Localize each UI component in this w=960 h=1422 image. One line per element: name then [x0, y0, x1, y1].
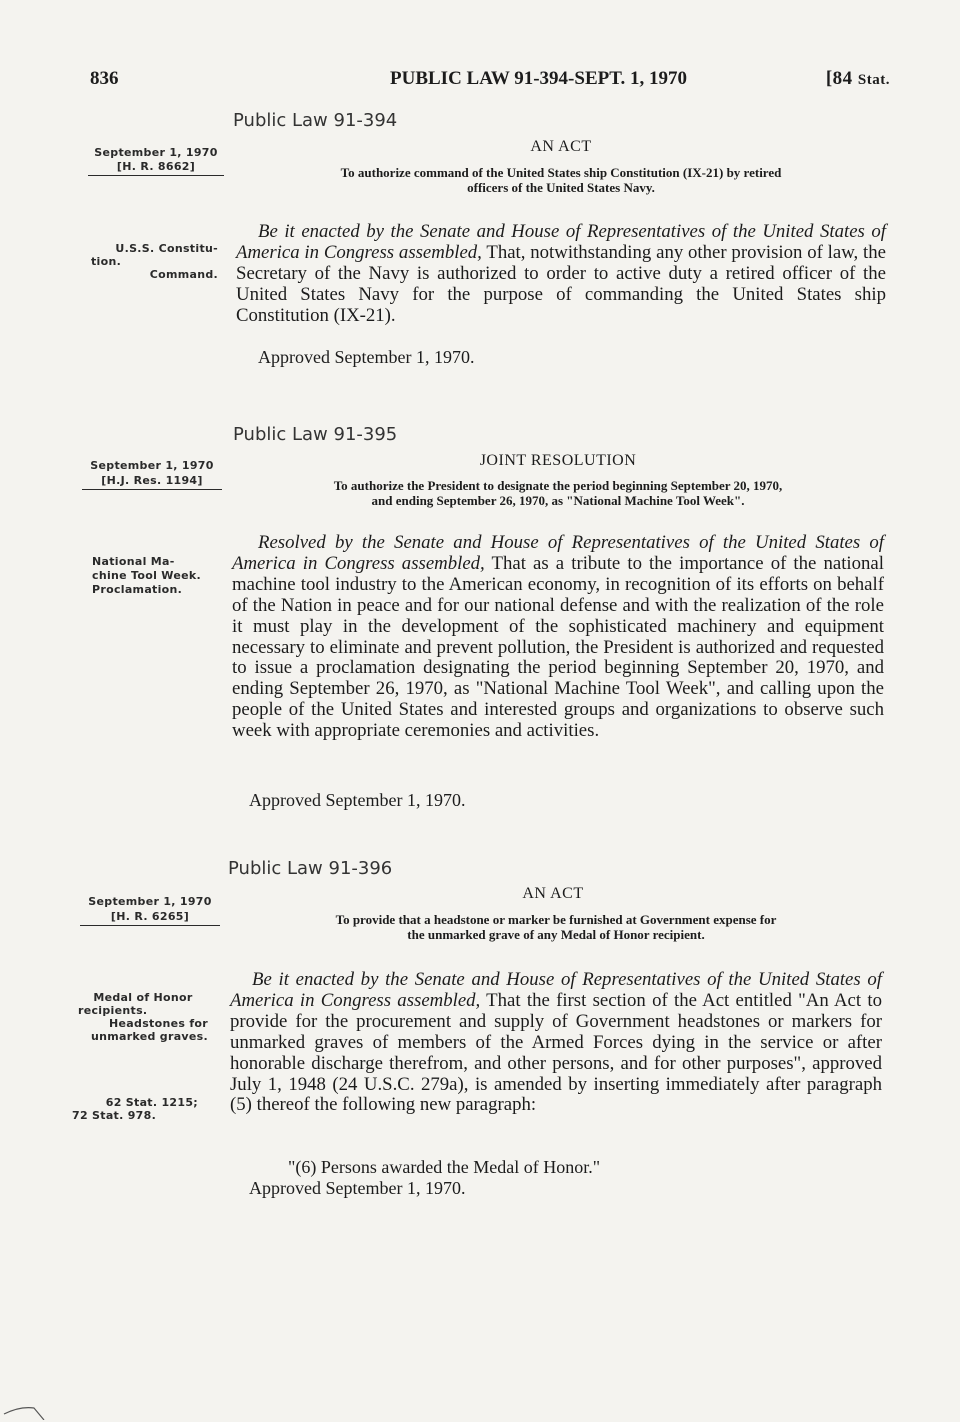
law2-margin-note-line1: National Ma-	[92, 555, 175, 568]
law2-text: That as a tribute to the importance of the national machine tool industry to the American economy, in recognition of its efforts on behalf of the Nation in peace and for our national defense and with the realization of the role it must play in the development of the sophisticated machinery and equipment necessary to eliminate and prevent pollution, the President is authorized and requested to issue a proclamation designating the period beginning September 20, 1970, and ending September 26, 1970, as "National Machine Tool Week", and calling upon the people of the United States and interested groups and organizations to observe such week with appropriate ceremonies and activities.	[232, 552, 884, 742]
volume-prefix: [84	[825, 68, 853, 89]
law1-purpose-line2: officers of the United States Navy.	[467, 180, 655, 195]
law2-title: Public Law 91-395	[233, 424, 398, 445]
law3-enacting-clause: Be it enacted by the Senate and House of Representatives of the United States of America in Congress assembled,	[230, 969, 882, 1011]
law2-purpose	[233, 478, 883, 508]
law3-purpose-line2: the unmarked grave of any Medal of Honor recipient.	[407, 927, 705, 942]
running-title: PUBLIC LAW 91-394-SEPT. 1, 1970	[390, 68, 687, 89]
law3-margin-bill: [H. R. 6265]	[80, 910, 220, 926]
law3-quoted-paragraph: "(6) Persons awarded the Medal of Honor."	[288, 1157, 601, 1177]
law1-margin-note-line1: U.S.S. Constitu-	[115, 242, 218, 255]
law1-act-heading: AN ACT	[530, 138, 592, 155]
law1-text: That, notwithstanding any other provision of law, the Secretary of the Navy is authorized to order to active duty a retired officer of the United States Navy for the purpose of commanding the United States ship Constitution (IX-21).	[236, 241, 886, 326]
law3-margin-note	[78, 991, 208, 1043]
law2-body	[232, 533, 884, 742]
law1-title: Public Law 91-394	[233, 110, 398, 131]
law3-title: Public Law 91-396	[228, 858, 393, 879]
law3-margin-note-line2: recipients.	[78, 1004, 148, 1017]
law3-margin-cite2: 72 Stat. 978.	[72, 1109, 157, 1122]
law1-purpose	[236, 165, 886, 195]
law1-margin-note-line2: tion.	[91, 255, 122, 268]
law2-act-heading: JOINT RESOLUTION	[479, 452, 637, 469]
law3-purpose	[228, 912, 884, 942]
volume-reference	[826, 68, 890, 90]
law3-margin-note-line3: Headstones for	[109, 1017, 208, 1030]
law3-margin-cite1: 62 Stat. 1215;	[105, 1096, 198, 1109]
law1-enacting-clause: Be it enacted by the Senate and House of Representatives of the United States of America in Congress assembled,	[236, 221, 886, 263]
law3-body	[230, 970, 882, 1116]
law2-enacting-clause: Resolved by the Senate and House of Representatives of the United States of America in Congress assembled,	[232, 532, 884, 574]
law1-purpose-line1: To authorize command of the United States ship Constitution (IX-21) by retired	[340, 165, 782, 180]
law1-margin-bill: [H. R. 8662]	[88, 160, 224, 176]
law1-body	[236, 222, 886, 327]
law3-margin-date: September 1, 1970	[88, 895, 212, 908]
law3-approved: Approved September 1, 1970.	[249, 1178, 466, 1198]
law2-margin-note-line2: chine Tool Week.	[92, 569, 201, 582]
law2-margin-bill: [H.J. Res. 1194]	[82, 474, 222, 490]
law2-margin-date: September 1, 1970	[90, 459, 214, 472]
law3-purpose-line1: To provide that a headstone or marker be furnished at Government expense for	[335, 912, 777, 927]
law3-text: That the first section of the Act entitled "An Act to provide for the procurement and supply of Government headstones or markers for unmarked graves of members of the Armed Forces dying in the service or after honorable discharge therefrom, and other persons, and for other purposes", approved July 1, 1948 (24 U.S.C. 279a), is amended by inserting immediately after paragraph (5) thereof the following new paragraph:	[230, 989, 882, 1116]
law2-purpose-line1: To authorize the President to designate the period beginning September 20, 1970,	[333, 478, 783, 493]
law3-margin-note-line4: unmarked graves.	[90, 1030, 208, 1043]
law1-margin-note	[85, 242, 218, 281]
law1-approved: Approved September 1, 1970.	[258, 347, 475, 367]
law2-approved: Approved September 1, 1970.	[249, 790, 466, 810]
law2-margin-note-line3: Proclamation.	[92, 583, 183, 596]
law2-margin-note	[92, 555, 222, 597]
volume-suffix: Stat.	[857, 72, 890, 88]
law3-margin-citations	[72, 1096, 198, 1122]
running-header	[90, 68, 890, 96]
page-number: 836	[90, 68, 119, 89]
law2-purpose-line2: and ending September 26, 1970, as "National Machine Tool Week".	[371, 493, 745, 508]
scan-mark-decoration	[0, 1380, 60, 1420]
law3-act-heading: AN ACT	[522, 885, 584, 902]
law1-margin-note-line3: Command.	[149, 268, 218, 281]
law3-margin-note-line1: Medal of Honor	[93, 991, 193, 1004]
law1-margin-date: September 1, 1970	[94, 146, 218, 159]
